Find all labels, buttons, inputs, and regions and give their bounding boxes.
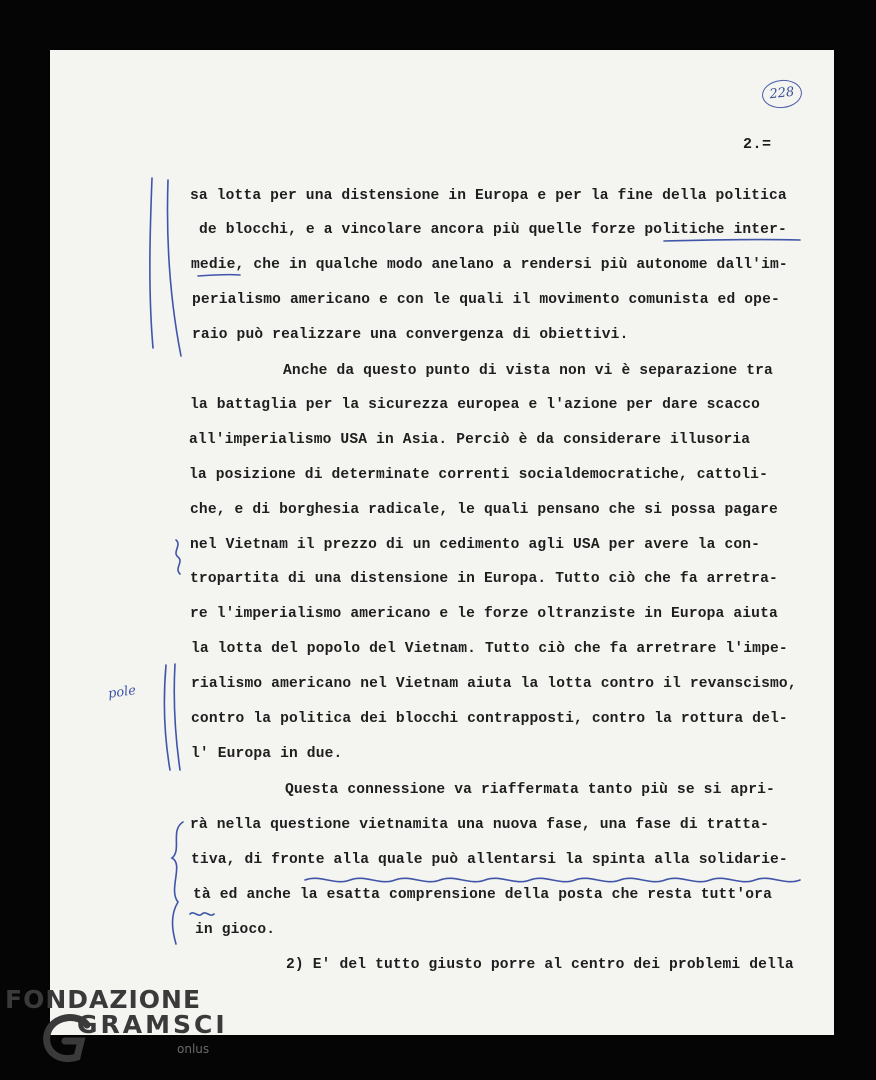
text-line: rialismo americano nel Vietnam aiuta la lotta contro il revanscismo,: [191, 676, 797, 692]
text-line: la battaglia per la sicurezza europea e l'azione per dare scacco: [190, 397, 761, 413]
text-line: re l'imperialismo americano e le forze oltranziste in Europa aiuta: [190, 606, 778, 622]
text-line: 2) E' del tutto giusto porre al centro dei problemi della: [286, 957, 794, 973]
text-line: medie, che in qualche modo anelano a rendersi più autonome dall'im-: [191, 257, 788, 273]
text-line: la lotta del popolo del Vietnam. Tutto ciò che fa arretrare l'impe-: [191, 641, 788, 657]
text-line: la posizione di determinate correnti socialdemocratiche, cattoli-: [189, 467, 768, 483]
logo-text: GRAMSCI: [77, 1010, 228, 1039]
margin-handwritten-note: pole: [107, 683, 137, 702]
text-line: in gioco.: [195, 922, 276, 938]
text-line: Questa connessione va riaffermata tanto più se si apri-: [285, 782, 775, 798]
text-line: Anche da questo punto di vista non vi è separazione tra: [283, 363, 773, 379]
text-line: perialismo americano e con le quali il movimento comunista ed ope-: [192, 292, 780, 308]
text-line: contro la politica dei blocchi contrapposti, contro la rottura del-: [191, 711, 788, 727]
text-line: raio può realizzare una convergenza di obiettivi.: [192, 327, 629, 343]
text-line: tiva, di fronte alla quale può allentarsi la spinta alla solidarie-: [191, 852, 788, 868]
text-line: tropartita di una distensione in Europa. Tutto ciò che fa arretra-: [190, 571, 778, 587]
page-number: 2.=: [743, 136, 772, 153]
folio-number: 228: [761, 78, 804, 110]
text-line: tà ed anche la esatta comprensione della posta che resta tutt'ora: [193, 887, 772, 903]
text-line: de blocchi, e a vincolare ancora più quelle forze politiche inter-: [199, 222, 787, 238]
foundation-logo: [5, 985, 245, 1075]
logo-suffix: onlus: [177, 1042, 210, 1056]
text-line: che, e di borghesia radicale, le quali pensano che si possa pagare: [190, 502, 778, 518]
logo-text: FONDAZIONE: [5, 985, 202, 1014]
text-line: sa lotta per una distensione in Europa e per la fine della politica: [190, 188, 787, 204]
text-line: nel Vietnam il prezzo di un cedimento agli USA per avere la con-: [190, 537, 761, 553]
text-line: all'imperialismo USA in Asia. Perciò è da considerare illusoria: [189, 432, 751, 448]
text-line: l' Europa in due.: [191, 746, 343, 762]
text-line: rà nella questione vietnamita una nuova fase, una fase di tratta-: [190, 817, 769, 833]
